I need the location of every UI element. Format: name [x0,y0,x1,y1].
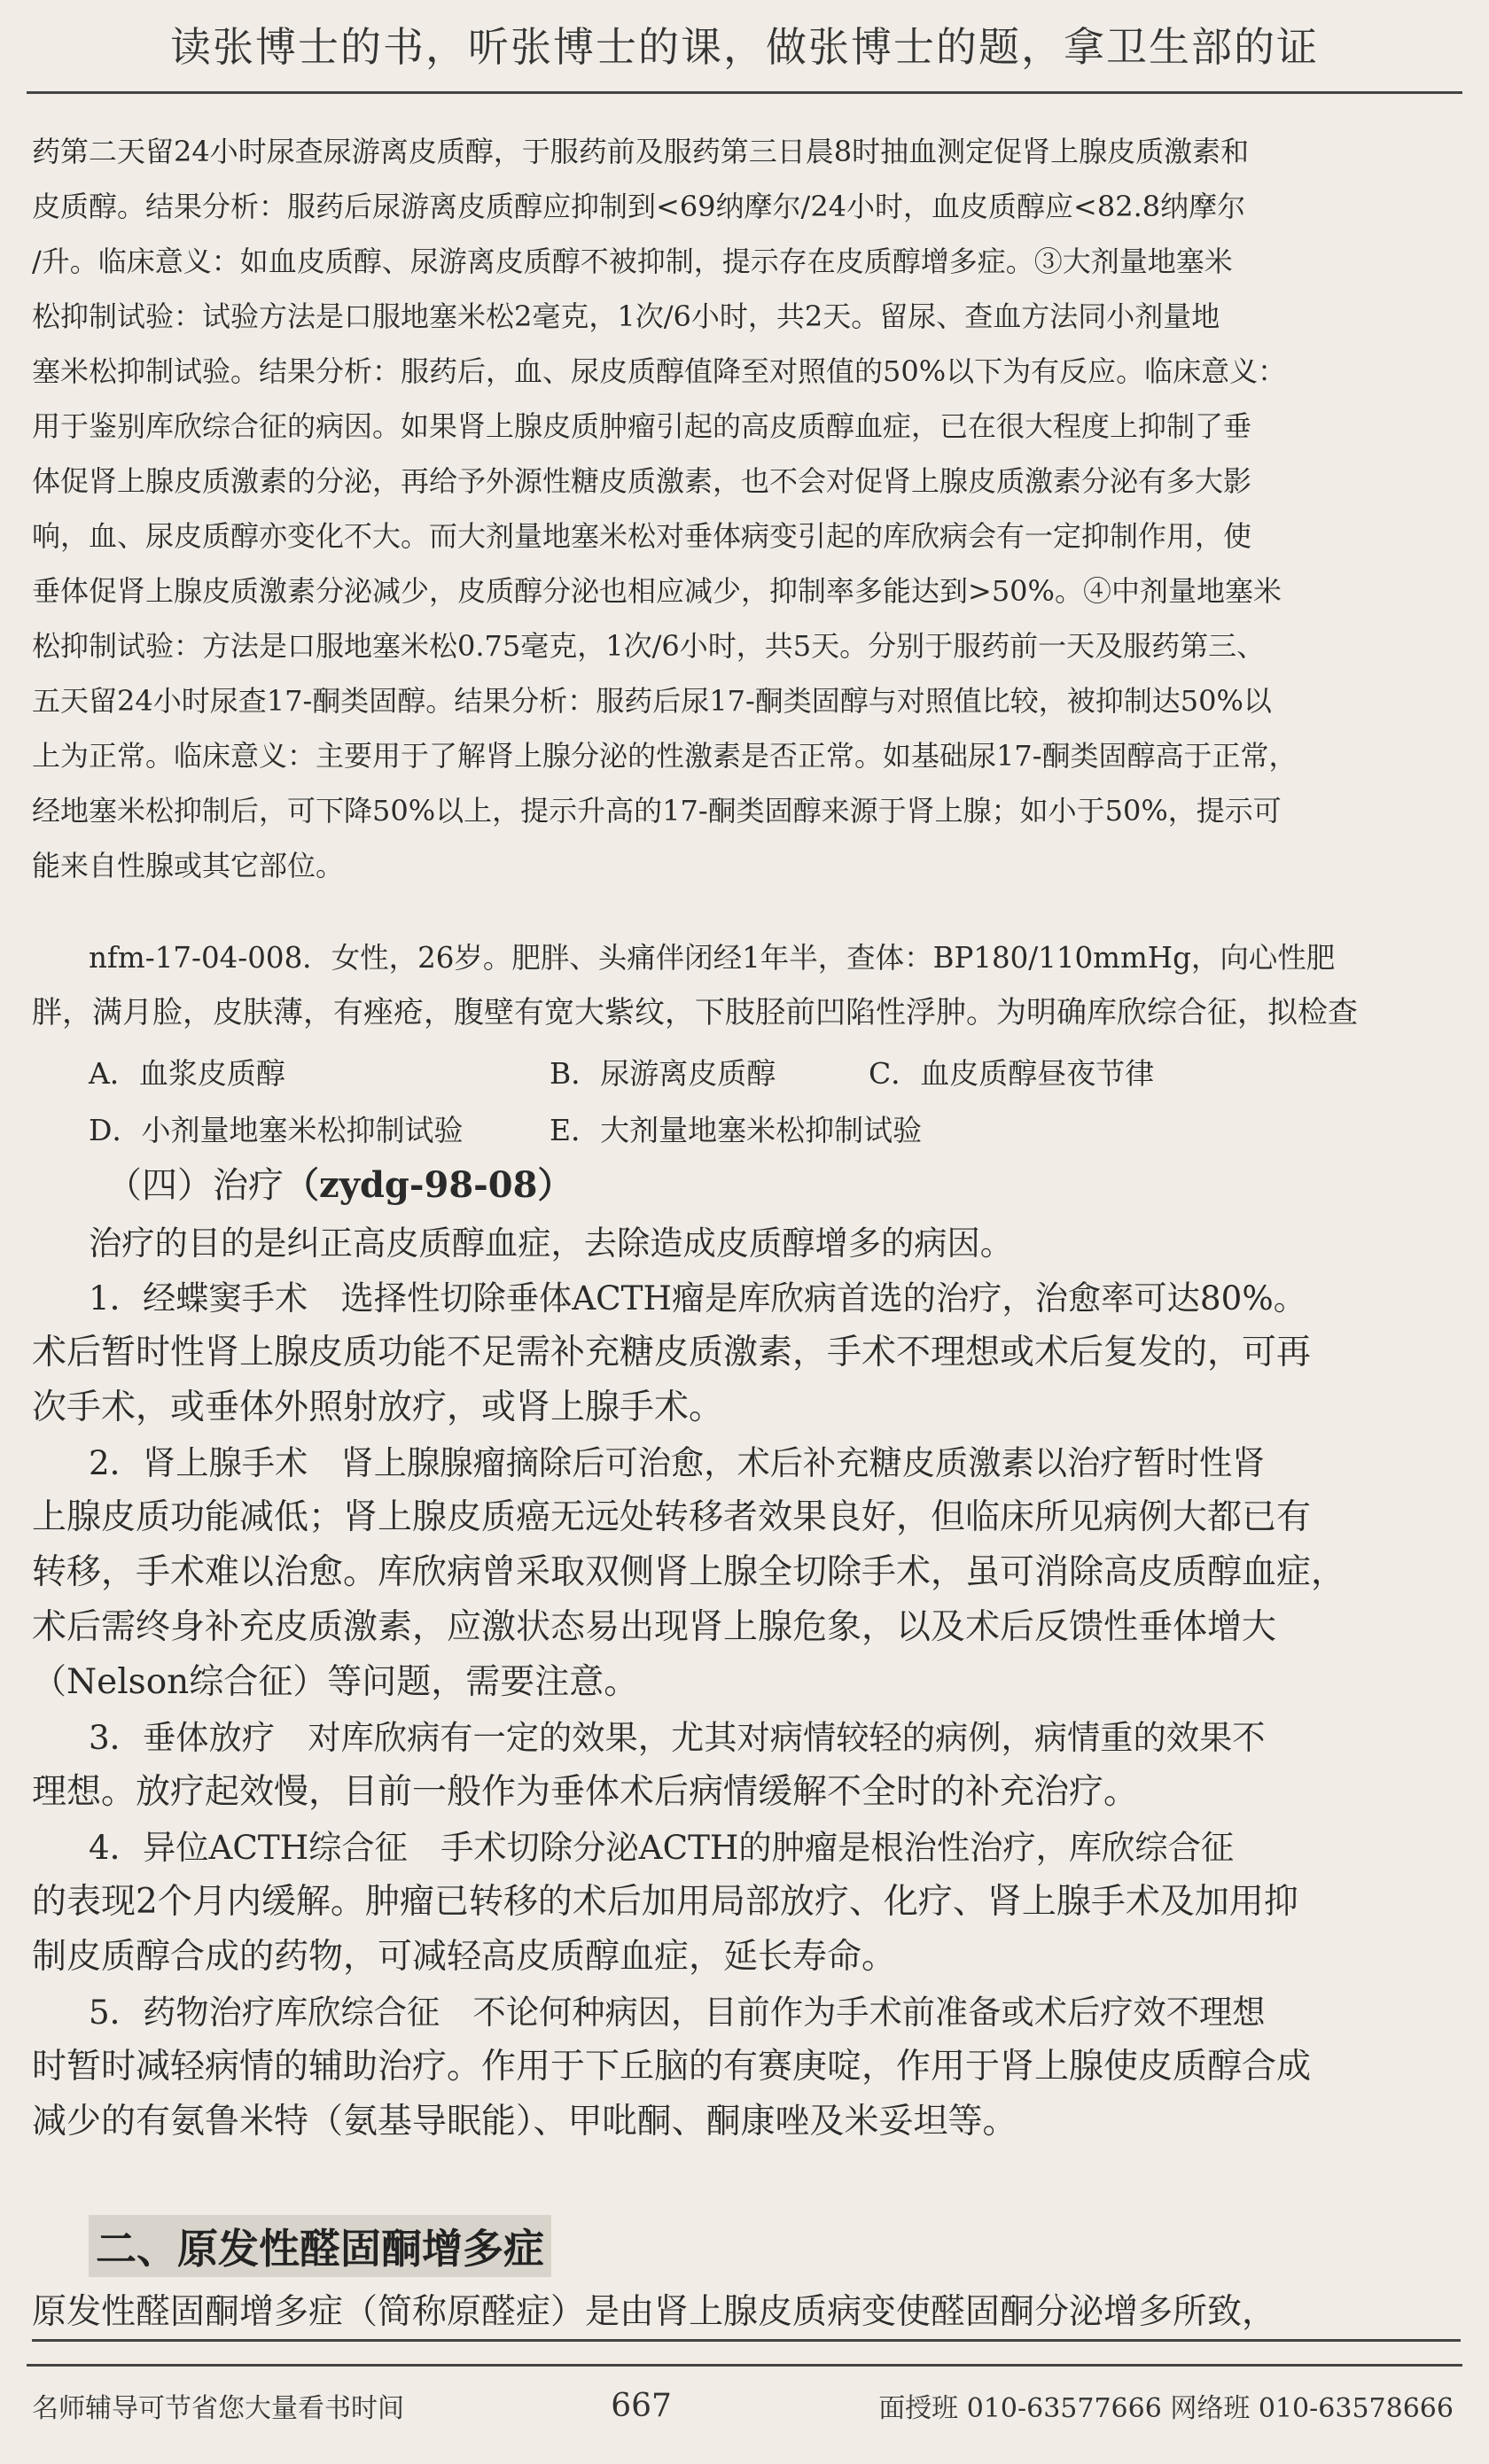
treatment-line: 时暂时减轻病情的辅助治疗。作用于下丘脑的有赛庚啶，作用于肾上腺使皮质醇合成 [32,2047,1312,2087]
upper-text-line: 经地塞米松抑制后，可下降50%以上，提示升高的17-酮类固醇来源于肾上腺；如小于50%，提示可 [32,794,1282,828]
treatment-line: 理想。放疗起效慢，目前一般作为垂体术后病情缓解不全时的补充治疗。 [32,1772,1139,1812]
upper-text-line: 上为正常。临床意义：主要用于了解肾上腺分泌的性激素是否正常。如基础尿17-酮类固醇高于正常， [32,739,1298,773]
treatment-line: 2．肾上腺手术 肾上腺腺瘤摘除后可治愈，术后补充糖皮质激素以治疗暂时性肾 [89,1443,1266,1482]
running-header: 读张博士的书，听张博士的课，做张博士的题，拿卫生部的证 [170,23,1319,71]
treatment-text-block [32,1216,1461,2149]
treatment-line: 次手术，或垂体外照射放疗，或肾上腺手术。 [32,1387,724,1427]
treatment-line: 上腺皮质功能减低；肾上腺皮质癌无远处转移者效果良好，但临床所见病例大都已有 [32,1497,1312,1537]
option-a: A．血浆皮质醇 [89,1056,285,1091]
treatment-line: 5．药物治疗库欣综合征 不论何种病因，目前作为手术前准备或术后疗效不理想 [89,1993,1266,2032]
question-stem [32,930,1461,1040]
upper-text-line: 能来自性腺或其它部位。 [32,849,345,882]
upper-text-line: 药第二天留24小时尿查尿游离皮质醇，于服药前及服药第三日晨8时抽血测定促肾上腺皮质激素和 [32,135,1250,168]
option-c: C．血皮质醇昼夜节律 [869,1056,1155,1091]
treatment-line: 术后需终身补充皮质激素，应激状态易出现肾上腺危象，以及术后反馈性垂体增大 [32,1607,1277,1647]
upper-text-line: 体促肾上腺皮质激素的分泌，再给予外源性糖皮质激素，也不会对促肾上腺皮质激素分泌有多大影 [32,464,1252,498]
section-label: （四）治疗 [106,1165,284,1206]
footer [32,2383,1454,2428]
upper-text-line: /升。临床意义：如血皮质醇、尿游离皮质醇不被抑制，提示存在皮质醇增多症。③大剂量地塞米 [32,245,1233,278]
treatment-line: 术后暂时性肾上腺皮质功能不足需补充糖皮质激素，手术不理想或术后复发的，可再 [32,1333,1312,1372]
footer-contact: 面授班 010-63577666 网络班 010-63578666 [878,2393,1454,2424]
question-line: nfm-17-04-008．女性，26岁。肥胖、头痛伴闭经1年半，查体：BP180/110mmHg，向心性肥 [89,941,1336,975]
header-rule [27,91,1462,94]
treatment-line: 制皮质醇合成的药物，可减轻高皮质醇血症，延长寿命。 [32,1937,897,1977]
last-line: 原发性醛固酮增多症（简称原醛症）是由肾上腺皮质病变使醛固酮分泌增多所致， [32,2286,1461,2342]
page-number: 667 [611,2387,672,2424]
upper-text-line: 塞米松抑制试验。结果分析：服药后，血、尿皮质醇值降至对照值的50%以下为有反应。临床意义： [32,354,1287,388]
upper-text-line: 五天留24小时尿查17-酮类固醇。结果分析：服药后尿17-酮类固醇与对照值比较，被抑制达50%以 [32,684,1272,718]
upper-text-line: 用于鉴别库欣综合征的病因。如果肾上腺皮质肿瘤引起的高皮质醇血症，已在很大程度上抑制了垂 [32,409,1252,443]
treatment-line: 治疗的目的是纠正高皮质醇血症，去除造成皮质醇增多的病因。 [89,1224,1014,1263]
treatment-line: 的表现2个月内缓解。肿瘤已转移的术后加用局部放疗、化疗、肾上腺手术及加用抑 [32,1882,1298,1922]
question-line: 胖，满月脸，皮肤薄，有痤疮，腹壁有宽大紫纹，下肢胫前凹陷性浮肿。为明确库欣综合征，拟检查 [32,995,1358,1030]
answer-options [89,1045,1418,1159]
upper-text-block [32,124,1461,893]
upper-text-line: 松抑制试验：方法是口服地塞米松0.75毫克，1次/6小时，共5天。分别于服药前一天及服药第三、 [32,629,1266,663]
section-code: （zydg-98-08） [284,1164,573,1206]
option-d: D．小剂量地塞米松抑制试验 [89,1113,464,1147]
footer-rule [27,2364,1462,2367]
option-b: B．尿游离皮质醇 [550,1056,776,1091]
upper-text-line: 皮质醇。结果分析：服药后尿游离皮质醇应抑制到<69纳摩尔/24小时，血皮质醇应<82.8纳摩尔 [32,190,1246,223]
treatment-line: 减少的有氨鲁米特（氨基导眠能）、甲吡酮、酮康唑及米妥坦等。 [32,2102,1017,2141]
treatment-line: 1．经蝶窦手术 选择性切除垂体ACTH瘤是库欣病首选的治疗，治愈率可达80%。 [89,1279,1306,1318]
upper-text-line: 响，血、尿皮质醇亦变化不大。而大剂量地塞米松对垂体病变引起的库欣病会有一定抑制作用，使 [32,519,1252,553]
option-e: E．大剂量地塞米松抑制试验 [550,1113,923,1147]
upper-text-line: 垂体促肾上腺皮质激素分泌减少，皮质醇分泌也相应减少，抑制率多能达到>50%。④中剂量地塞米 [32,574,1282,608]
chapter-heading: 二、原发性醛固酮增多症 [89,2215,551,2277]
upper-text-line: 松抑制试验：试验方法是口服地塞米松2毫克，1次/6小时，共2天。留尿、查血方法同小剂量地 [32,299,1220,333]
footer-slogan: 名师辅导可节省您大量看书时间 [32,2393,404,2424]
section-heading [106,1159,573,1212]
treatment-line: （Nelson综合征）等问题，需要注意。 [32,1662,639,1702]
treatment-line: 4．异位ACTH综合征 手术切除分泌ACTH的肿瘤是根治性治疗，库欣综合征 [89,1828,1235,1867]
treatment-line: 3．垂体放疗 对库欣病有一定的效果，尤其对病情较轻的病例，病情重的效果不 [89,1718,1266,1757]
treatment-line: 转移，手术难以治愈。库欣病曾采取双侧肾上腺全切除手术，虽可消除高皮质醇血症， [32,1552,1346,1592]
